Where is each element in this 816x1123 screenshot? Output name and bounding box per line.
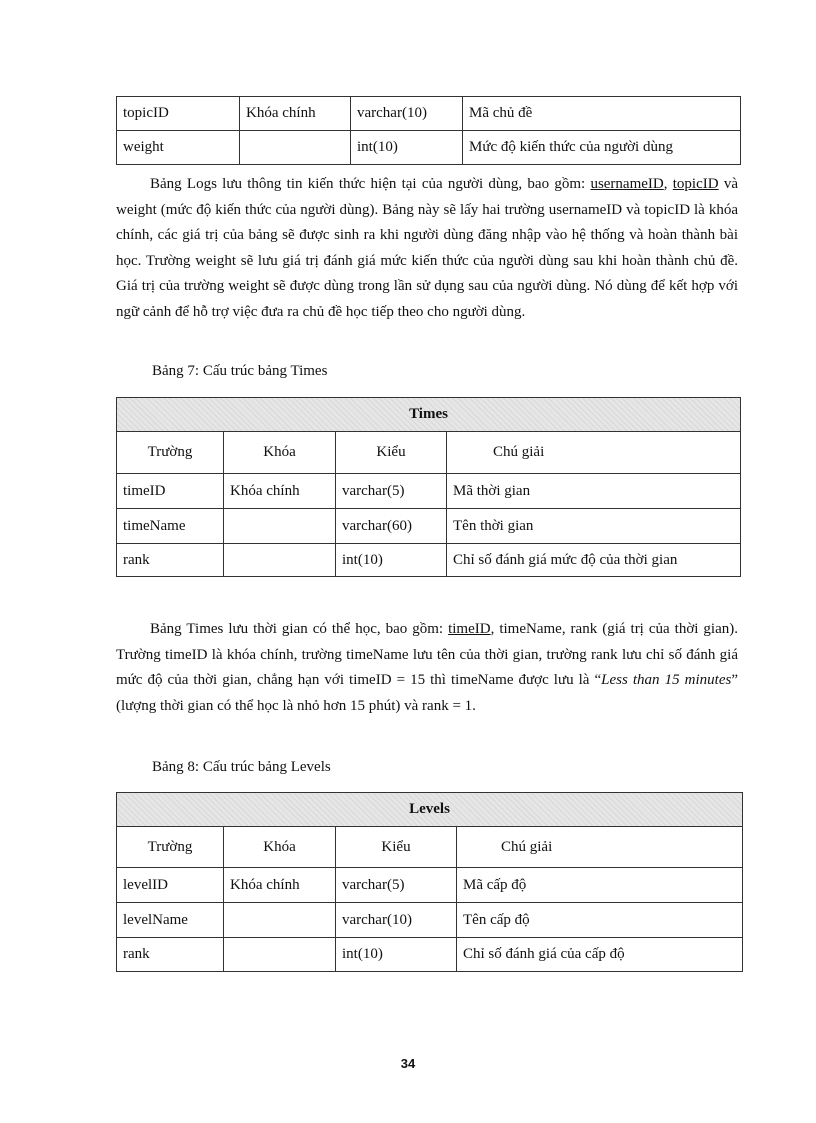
table-title: Times (117, 398, 741, 432)
table-row (117, 868, 743, 903)
cell-type: varchar(5) (336, 474, 447, 509)
logs-rest: và weight (mức độ kiến thức của người dùng). Bảng này sẽ lấy hai trường usernameID và topicID là khóa chính, các giá trị của bảng sẽ được sinh ra khi người dùng đăng nhập vào hệ thống và hoàn thành bài học. Trường weight sẽ lưu giá trị đánh giá mức kiến thức của người dùng sau khi hoàn thành chủ đề. Giá trị của trường weight sẽ được dùng trong lần sử dụng sau của người dùng. Nó dùng để kết hợp với ngữ cảnh để hỗ trợ việc đưa ra chủ đề học tiếp theo cho người dùng. (116, 176, 739, 320)
cell-description: Tên cấp độ (457, 903, 743, 938)
cell-field: weight (117, 131, 240, 165)
table-row (117, 903, 743, 938)
key-timeid: timeID (448, 621, 491, 637)
times-end: ” (lượng thời gian có thể học là nhỏ hơn 15 phút) và rank = 1. (116, 672, 738, 714)
table-title-row (117, 793, 743, 827)
cell-field: rank (117, 544, 224, 577)
logs-paragraph (116, 172, 738, 325)
cell-description: Mã chủ đề (463, 97, 741, 131)
cell-type: int(10) (336, 544, 447, 577)
cell-description: Mã cấp độ (457, 868, 743, 903)
header-type: Kiểu (336, 432, 447, 474)
table-row (117, 97, 741, 131)
cell-key (224, 938, 336, 972)
cell-type: varchar(10) (351, 97, 463, 131)
header-key: Khóa (224, 827, 336, 868)
cell-field: timeName (117, 509, 224, 544)
cell-description: Tên thời gian (447, 509, 741, 544)
cell-field: levelID (117, 868, 224, 903)
cell-type: varchar(10) (336, 903, 457, 938)
cell-key (224, 509, 336, 544)
cell-type: int(10) (351, 131, 463, 165)
cell-field: rank (117, 938, 224, 972)
cell-key: Khóa chính (224, 474, 336, 509)
times-table (116, 397, 741, 577)
logs-intro: Bảng Logs lưu thông tin kiến thức hiện tại của người dùng, bao gồm: (150, 176, 586, 192)
header-field: Trường (117, 827, 224, 868)
levels-table (116, 792, 743, 972)
cell-description: Chỉ số đánh giá của cấp độ (457, 938, 743, 972)
header-description: Chú giải (447, 432, 741, 474)
cell-description: Mã thời gian (447, 474, 741, 509)
times-middle: , timeName, rank (giá trị của thời gian). Trường timeID là khóa chính, trường timeName lưu tên của thời gian, trường rank lưu chỉ số đánh giá mức độ của thời gian, chẳng hạn với timeID = 15 thì timeName được lưu là “ (116, 621, 738, 688)
page-number: 34 (400, 1056, 416, 1071)
times-example: Less than 15 minutes (601, 672, 732, 688)
cell-field: topicID (117, 97, 240, 131)
table-row (117, 544, 741, 577)
topics-table-continued (116, 96, 741, 165)
separator: , (663, 176, 673, 192)
header-key: Khóa (224, 432, 336, 474)
cell-type: varchar(60) (336, 509, 447, 544)
key-topicid: topicID (672, 176, 719, 192)
cell-field: levelName (117, 903, 224, 938)
header-description: Chú giải (457, 827, 743, 868)
cell-description: Chỉ số đánh giá mức độ của thời gian (447, 544, 741, 577)
table-title: Levels (117, 793, 743, 827)
cell-field: timeID (117, 474, 224, 509)
times-paragraph (116, 617, 738, 719)
cell-key: Khóa chính (224, 868, 336, 903)
times-caption: Bảng 7: Cấu trúc bảng Times (152, 363, 328, 379)
cell-description: Mức độ kiến thức của người dùng (463, 131, 741, 165)
table-title-row (117, 398, 741, 432)
table-row (117, 474, 741, 509)
table-row (117, 131, 741, 165)
cell-key (240, 131, 351, 165)
cell-key (224, 544, 336, 577)
key-usernameid: usernameID (590, 176, 664, 192)
table-header-row (117, 827, 743, 868)
cell-type: int(10) (336, 938, 457, 972)
header-field: Trường (117, 432, 224, 474)
cell-key: Khóa chính (240, 97, 351, 131)
cell-type: varchar(5) (336, 868, 457, 903)
levels-caption: Bảng 8: Cấu trúc bảng Levels (152, 759, 331, 775)
header-type: Kiểu (336, 827, 457, 868)
table-row (117, 509, 741, 544)
times-intro: Bảng Times lưu thời gian có thể học, bao gồm: (150, 621, 449, 637)
table-header-row (117, 432, 741, 474)
table-row (117, 938, 743, 972)
cell-key (224, 903, 336, 938)
